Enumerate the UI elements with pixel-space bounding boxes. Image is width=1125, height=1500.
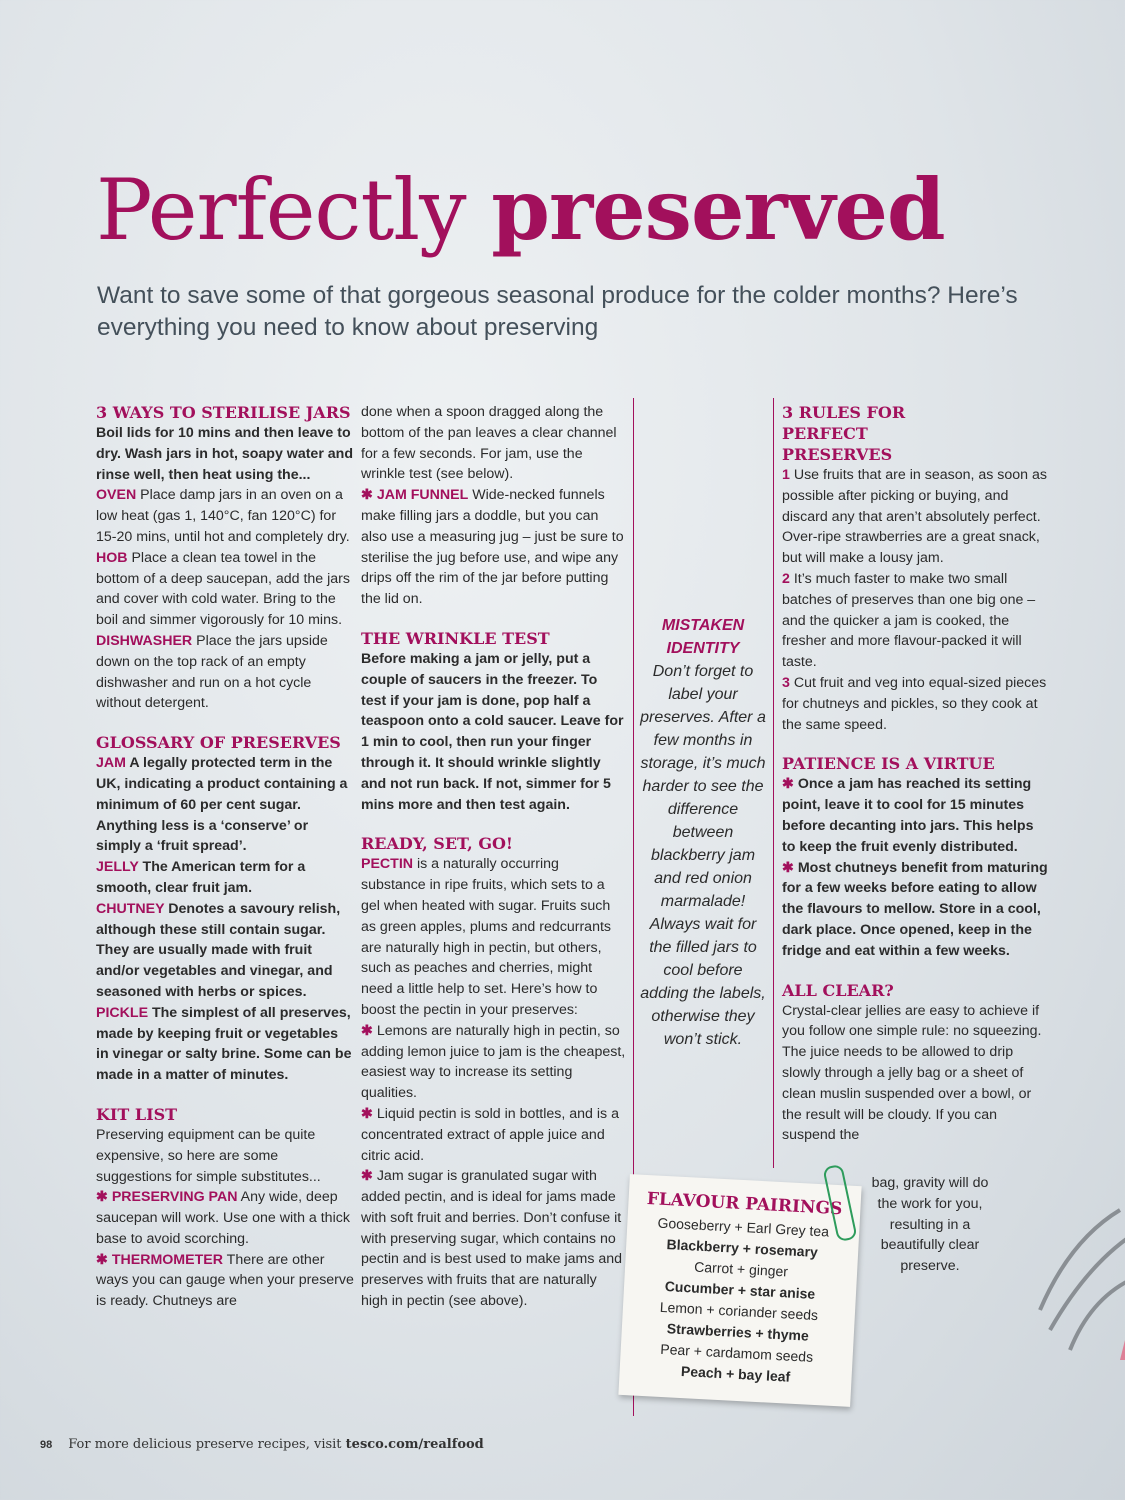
pairing-item: Pear + cardamom seeds (659, 1340, 814, 1365)
pairing-item: Peach + bay leaf (680, 1363, 791, 1385)
column-1 (96, 402, 354, 1330)
pairing-item: Lemon + coriander seeds (659, 1298, 819, 1324)
kit-list-continued: done when a spoon dragged along the bottom of the pan leaves a clear channel for a few seconds. For jam, use the wrinkle test (see below). ✱ JAM FUNNEL Wide-necked funnels make filling jars a doddle, but you can also use a measuring jug – just be sure to sterilise the jug before use, and wipe any drips off the rim of the jar before putting the lid on. (361, 404, 624, 608)
all-clear-section: ALL CLEAR? Crystal-clear jellies are easy to achieve if you follow one simple rule: no squeezing. The juice needs to be allowed to drip slowly through a jelly bag or a sheet of clean muslin suspended over a bowl, or the result will be cloudy. If you can suspend the (782, 980, 1042, 1144)
pairing-item: Blackberry + rosemary (666, 1236, 819, 1261)
sterilise-section: 3 WAYS TO STERILISE JARS Boil lids for 10 mins and then leave to dry. Wash jars in hot, soapy water and rinse well, then heat using the... OVEN Place damp jars in an oven on a low heat (gas 1, 140°C, fan 120°C) for 15-20 mins, until hot and completely dry. HOB Place a clean tea towel in the bottom of a deep saucepan, add the jars and cover with cold water. Bring to the boil and simmer vigorously for 10 mins. DISHWASHER Place the jars upside down on the top rack of an empty dishwasher and run on a hot cycle without detergent. (96, 403, 354, 712)
pairing-item: Carrot + ginger (693, 1258, 789, 1280)
pairing-item: Gooseberry + Earl Grey tea (657, 1214, 830, 1240)
pairing-item: Strawberries + thyme (666, 1320, 810, 1344)
standfirst: Want to save some of that gorgeous seasonal produce for the colder months? Here’s everything you need to know about preserving (97, 282, 1018, 341)
column-2 (361, 402, 626, 1330)
mistaken-identity-tip: MISTAKEN IDENTITY Don’t forget to label your preserves. After a few months in storage, it’s much harder to see the difference between blackberry jam and red onion marmalade! Always wait for the filled jars to cool before adding the labels, otherwise they won’t stick. (640, 617, 766, 1048)
jar-clasp-image (1030, 1200, 1125, 1360)
kit-list-section: KIT LIST Preserving equipment can be quite expensive, so here are some suggestions for simple substitutes... ✱ PRESERVING PAN Any wide, deep saucepan will work. Use one with a thick base to avoid scorching. ✱ THERMOMETER There are other ways you can gauge when your preserve is ready. Chutneys are (96, 1104, 354, 1310)
glossary-section: GLOSSARY OF PRESERVES JAM A legally protected term in the UK, indicating a product containing a minimum of 60 per cent sugar. Anything less is a ‘conserve’ or simply a ‘fruit spread’. JELLY The American term for a smooth, clear fruit jam. CHUTNEY Denotes a savoury relish, although these still contain sugar. They are usually made with fruit and/or vegetables and vinegar, and seasoned with herbs or spices. PICKLE The simplest of all preserves, made by keeping fruit or vegetables in vinegar or salty brine. Some can be made in a matter of minutes. (96, 733, 352, 1084)
pairing-item: Cucumber + star anise (664, 1278, 816, 1302)
page-footer: 98 For more delicious preserve recipes, visit tesco.com/realfood (40, 1437, 484, 1452)
patience-section: PATIENCE IS A VIRTUE ✱ Once a jam has reached its setting point, leave it to cool for 15 minutes before decanting into jars. This helps to keep the fruit evenly distributed. ✱ Most chutneys benefit from maturing for a few weeks before eating to allow the flavours to mellow. Store in a cool, dark place. Once opened, keep in the fridge and eat within a few weeks. (782, 754, 1048, 959)
page-number: 98 (40, 1439, 53, 1451)
all-clear-continued: bag, gravity will do the work for you, resulting in a beautifully clear preserve. (871, 1175, 989, 1275)
flavour-pairings-note: FLAVOUR PAIRINGS Gooseberry + Earl Grey tea Blackberry + rosemary Carrot + ginger Cucumber + star anise Lemon + coriander seeds Strawberries + thyme Pear + cardamom seeds Peach + bay leaf (618, 1174, 861, 1407)
column-4 (782, 402, 1050, 1164)
column-divider (773, 398, 774, 1168)
wrinkle-test-section: THE WRINKLE TEST Before making a jam or jelly, put a couple of saucers in the freezer. To test if your jam is done, pop half a teaspoon onto a cold saucer. Leave for 1 min to cool, then run your finger through it. It should wrinkle slightly and not run back. If not, simmer for 5 mins more and then test again. (361, 628, 624, 813)
ready-set-go-section: READY, SET, GO! PECTIN is a naturally occurring substance in ripe fruits, which sets to a gel when heated with sugar. Fruits such as green apples, plums and redcurrants are naturally high in pectin, but others, such as peaches and cherries, might need a little help to set. Here’s how to boost the pectin in your preserves: ✱ Lemons are naturally high in pectin, so adding lemon juice to jam is the cheapest, easiest way to increase its setting qualities. ✱ Liquid pectin is sold in bottles, and is a concentrated extract of apple juice and citric acid. ✱ Jam sugar is granulated sugar with added pectin, and is ideal for jams made with soft fruit and berries. Don’t confuse it with preserving sugar, which contains no pectin and is best used to make jams and preserves with fruits that are naturally high in pectin (see above). (361, 834, 626, 1310)
page-title: Perfectly preserved (96, 160, 945, 259)
website-link[interactable]: tesco.com/realfood (345, 1437, 484, 1452)
rules-section: 3 RULES FOR PERFECT PRESERVES 1 Use fruits that are in season, as soon as possible after picking or buying, and discard any that aren’t absolutely perfect. Over-ripe strawberries are a great snack, but will make a lousy jam. 2 It’s much faster to make two small batches of preserves than one big one – and the quicker a jam is cooked, the fresher and more flavour-packed it will taste. 3 Cut fruit and veg into equal-sized pieces for chutneys and pickles, so they cook at the same speed. (782, 403, 1047, 733)
